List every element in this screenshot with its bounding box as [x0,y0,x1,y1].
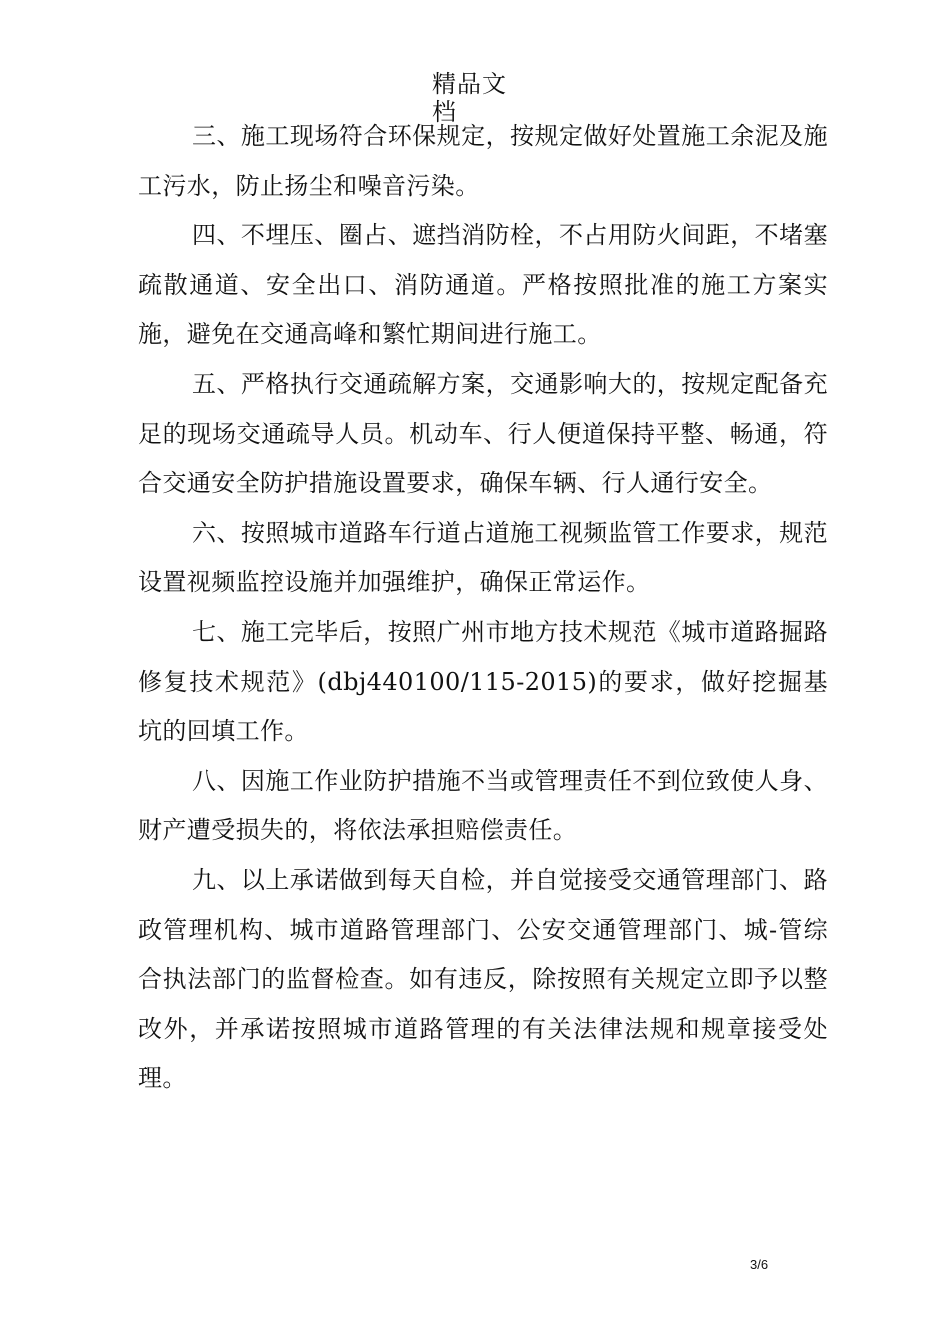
paragraph-item-5: 五、严格执行交通疏解方案，交通影响大的，按规定配备充足的现场交通疏导人员。机动车、行人便道保持平整、畅通，符合交通安全防护措施设置要求，确保车辆、行人通行安全。 [138,369,828,498]
page-number: 3/6 [750,1257,769,1272]
document-header-watermark: 精品文档 [432,70,507,126]
paragraph-item-6: 六、按照城市道路车行道占道施工视频监管工作要求，规范设置视频监控设施并加强维护，确保正常运作。 [138,518,828,597]
paragraph-item-3: 三、施工现场符合环保规定，按规定做好处置施工余泥及施工污水，防止扬尘和噪音污染。 [138,122,828,200]
paragraph-item-4: 四、不埋压、圈占、遮挡消防栓，不占用防火间距，不堵塞疏散通道、安全出口、消防通道。严格按照批准的施工方案实施，避免在交通高峰和繁忙期间进行施工。 [138,221,828,349]
paragraph-item-7: 七、施工完毕后，按照广州市地方技术规范《城市道路掘路修复技术规范》(dbj440100/115-2015)的要求，做好挖掘基坑的回填工作。 [138,617,828,746]
paragraph-item-9: 九、以上承诺做到每天自检，并自觉接受交通管理部门、路政管理机构、城市道路管理部门、公安交通管理部门、城-管综合执法部门的监督检查。如有违反，除按照有关规定立即予以整改外，并承诺按照城市道路管理的有关法律法规和规章接受处理。 [138,865,828,1093]
document-body [138,112,828,1104]
paragraph-item-8: 八、因施工作业防护措施不当或管理责任不到位致使人身、财产遭受损失的，将依法承担赔偿责任。 [138,766,828,845]
